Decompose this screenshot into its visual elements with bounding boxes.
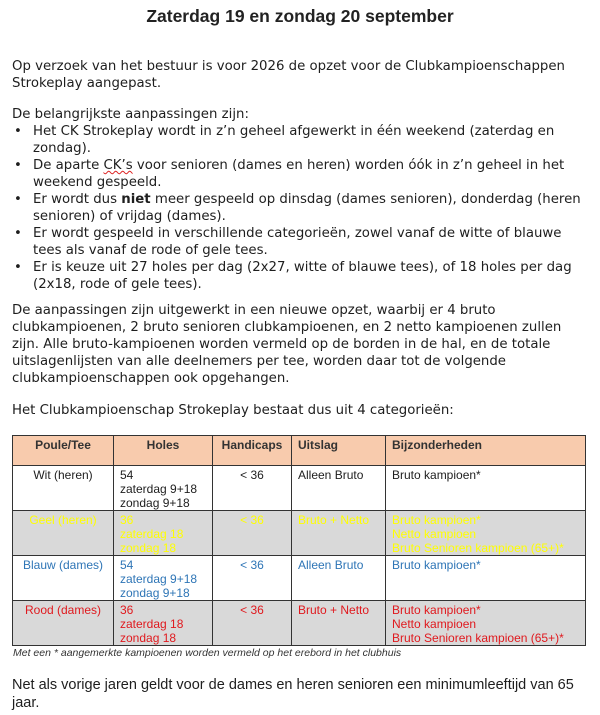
cell-result: Bruto + Netto (292, 601, 386, 646)
bullet-icon: • (14, 124, 22, 139)
cell-notes: Bruto kampioen* Netto kampioen Bruto Senioren kampioen (65+)* (386, 601, 586, 646)
list-item: • Het CK Strokeplay wordt in z’n geheel afgewerkt in één weekend (zaterdag en zondag). (14, 124, 555, 156)
header-poule-tee: Poule/Tee (13, 436, 114, 466)
cell-notes: Bruto kampioen* Netto kampioen Bruto Senioren kampioen (65+)* (386, 511, 586, 556)
bullet-icon: • (14, 260, 22, 275)
bullet-icon: • (14, 158, 22, 173)
cell-result: Bruto + Netto (292, 511, 386, 556)
table-row-blauw (13, 556, 586, 601)
list-item: • De aparte CK’s voor senioren (dames en heren) worden óók in z’n geheel in het weekend gespeeld. (14, 158, 565, 190)
header-bijzonderheden: Bijzonderheden (386, 436, 586, 466)
cell-holes: 54 zaterdag 9+18 zondag 9+18 (114, 556, 213, 601)
cell-holes: 54 zaterdag 9+18 zondag 9+18 (114, 466, 213, 511)
table-header-row (13, 436, 586, 466)
cell-handicap: < 36 (213, 601, 292, 646)
cell-tee: Geel (heren) (13, 511, 114, 556)
cell-tee: Blauw (dames) (13, 556, 114, 601)
table-footnote: Met een * aangemerkte kampioenen worden vermeld op het erebord in het clubhuis (13, 647, 402, 659)
cell-result: Alleen Bruto (292, 466, 386, 511)
cell-holes: 36 zaterdag 18 zondag 18 (114, 511, 213, 556)
categories-intro: Het Clubkampioenschap Strokeplay bestaat dus uit 4 categorieën: (12, 403, 454, 418)
changes-list (12, 123, 592, 293)
cell-tee: Rood (dames) (13, 601, 114, 646)
cell-handicap: < 36 (213, 556, 292, 601)
cell-notes: Bruto kampioen* (386, 466, 586, 511)
categories-table (12, 435, 586, 646)
cell-handicap: < 36 (213, 466, 292, 511)
header-holes: Holes (114, 436, 213, 466)
intro-paragraph: Op verzoek van het bestuur is voor 2026 de opzet voor de Clubkampioenschappen Strokeplay aangepast. (12, 59, 565, 91)
cell-result: Alleen Bruto (292, 556, 386, 601)
cell-handicap: < 36 (213, 511, 292, 556)
list-item: • Er wordt dus niet meer gespeeld op dinsdag (dames senioren), donderdag (heren senioren) of vrijdag (dames). (14, 192, 581, 224)
table-row-geel (13, 511, 586, 556)
age-note-paragraph: Net als vorige jaren geldt voor de dames en heren senioren een minimumleeftijd van 65 jaar. (12, 677, 574, 711)
spellcheck-underlined-word: CK’s (103, 158, 133, 173)
table-row-wit (13, 466, 586, 511)
table-row-rood (13, 601, 586, 646)
list-item: • Er is keuze uit 27 holes per dag (2x27, witte of blauwe tees), of 18 holes per dag (2x18, rode of gele tees). (14, 260, 572, 292)
adjustments-paragraph: De aanpassingen zijn uitgewerkt in een nieuwe opzet, waarbij er 4 bruto clubkampioenen, 2 bruto senioren clubkampioenen, en 2 netto kampioenen zullen zijn. Alle bruto-kampioenen worden vermeld op de borden in de hal, en de totale uitslagenlijsten van alle deelnemers per tee, worden daar tot de volgende clubkampioenschappen ook opgehangen. (12, 303, 562, 386)
changes-intro: De belangrijkste aanpassingen zijn: (12, 107, 249, 122)
cell-holes: 36 zaterdag 18 zondag 18 (114, 601, 213, 646)
cell-notes: Bruto kampioen* (386, 556, 586, 601)
header-uitslag: Uitslag (292, 436, 386, 466)
header-handicaps: Handicaps (213, 436, 292, 466)
cell-tee: Wit (heren) (13, 466, 114, 511)
page-title: Zaterdag 19 en zondag 20 september (146, 6, 454, 26)
list-item: • Er wordt gespeeld in verschillende categorieën, zowel vanaf de witte of blauwe tees als vanaf de rode of gele tees. (14, 226, 562, 258)
bullet-icon: • (14, 226, 22, 241)
emphasis-not: niet (121, 192, 151, 207)
bullet-icon: • (14, 192, 22, 207)
